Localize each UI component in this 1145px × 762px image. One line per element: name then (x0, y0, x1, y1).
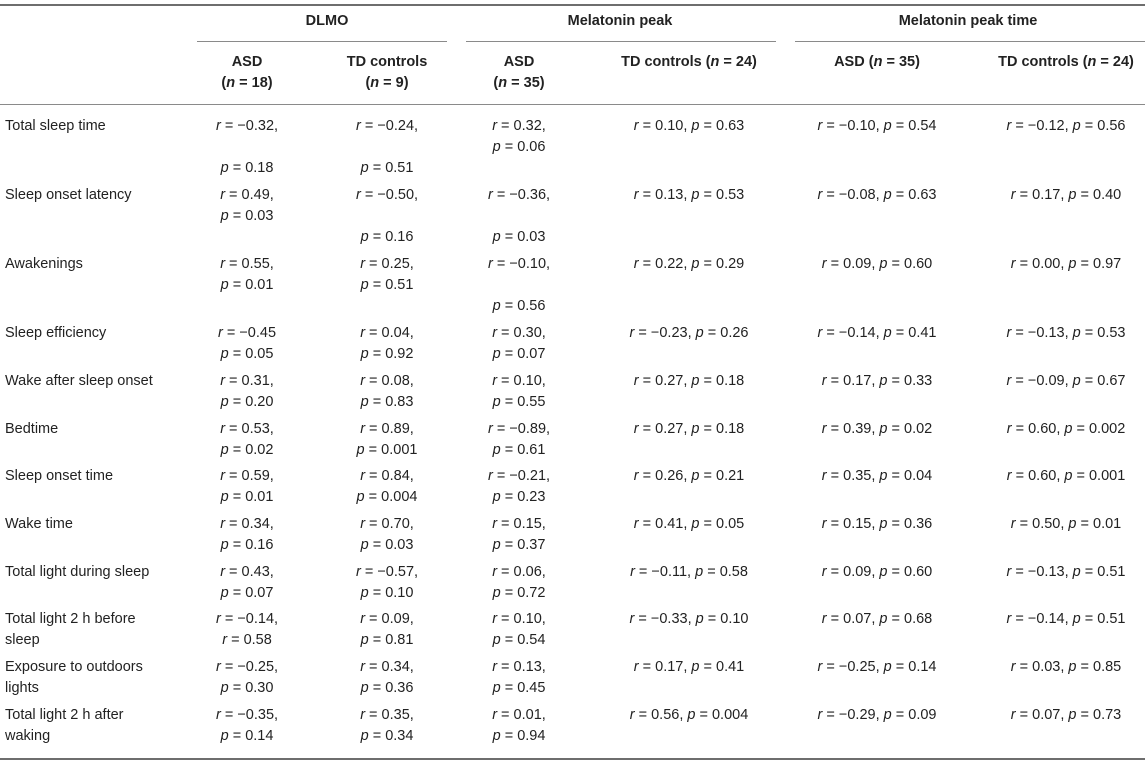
table-cell: r = −0.25, p = 0.14 (817, 659, 937, 675)
table-cell: r = −0.23, p = 0.26 (629, 325, 749, 341)
table-cell: r = −0.33, p = 0.10 (629, 611, 749, 627)
row-label: Total light 2 h before (5, 611, 136, 627)
table-cell: p = 0.07 (492, 346, 546, 362)
table-cell: r = −0.10, p = 0.54 (817, 118, 937, 134)
table-cell: r = 0.09, (360, 611, 414, 627)
subheader-td-peak: TD controls (n = 24) (621, 54, 757, 70)
table-cell: r = −0.29, p = 0.09 (817, 707, 937, 723)
subheader-td-peaktime: TD controls (n = 24) (998, 54, 1134, 70)
table-cell: r = 0.50, p = 0.01 (1010, 516, 1122, 532)
table-cell: r = 0.08, (360, 373, 414, 389)
table-cell: r = −0.35, (215, 707, 279, 723)
table-cell: r = 0.00, p = 0.97 (1010, 256, 1122, 272)
table-cell: r = 0.53, (220, 421, 274, 437)
table-cell: r = 0.17, p = 0.40 (1010, 187, 1122, 203)
row-label: lights (5, 680, 39, 696)
table-cell: p = 0.20 (220, 394, 274, 410)
table-cell: r = 0.31, (220, 373, 274, 389)
table-cell: p = 0.92 (360, 346, 414, 362)
table-cell: p = 0.34 (360, 728, 414, 744)
table-cell: p = 0.001 (356, 442, 418, 458)
table-cell: p = 0.16 (220, 537, 274, 553)
table-cell: r = 0.07, p = 0.68 (821, 611, 933, 627)
row-label: waking (5, 728, 51, 744)
bottom-rule (0, 758, 1145, 760)
table-cell: p = 0.01 (220, 277, 274, 293)
table-cell: p = 0.06 (492, 139, 546, 155)
table-cell: p = 0.83 (360, 394, 414, 410)
table-cell: p = 0.54 (492, 632, 546, 648)
table-cell: p = 0.30 (220, 680, 274, 696)
table-cell: r = −0.14, p = 0.51 (1006, 611, 1126, 627)
table-cell: p = 0.03 (492, 229, 546, 245)
table-cell: r = 0.39, p = 0.02 (821, 421, 933, 437)
table-cell: r = 0.60, p = 0.001 (1006, 468, 1126, 484)
group-header-melatonin-peak-time: Melatonin peak time (898, 13, 1038, 29)
table-cell: r = −0.09, p = 0.67 (1006, 373, 1126, 389)
table-cell: r = 0.13, p = 0.53 (633, 187, 745, 203)
table-cell: r = 0.15, p = 0.36 (821, 516, 933, 532)
row-label: Total light 2 h after (5, 707, 124, 723)
subheader-td-dlmo: TD controls (346, 54, 428, 70)
table-cell: r = 0.43, (220, 564, 274, 580)
table-cell: p = 0.10 (360, 585, 414, 601)
table-cell: r = −0.57, (355, 564, 419, 580)
table-cell: r = −0.12, p = 0.56 (1006, 118, 1126, 134)
table-cell: r = 0.35, p = 0.04 (821, 468, 933, 484)
table-cell: r = −0.13, p = 0.53 (1006, 325, 1126, 341)
table-cell: p = 0.02 (220, 442, 274, 458)
table-cell: r = 0.17, p = 0.41 (633, 659, 745, 675)
table-cell: p = 0.61 (492, 442, 546, 458)
table-cell: r = −0.50, (355, 187, 419, 203)
table-cell: r = −0.32, (215, 118, 279, 134)
table-cell: r = 0.04, (360, 325, 414, 341)
dlmo-group-rule (197, 41, 447, 42)
subheader-asd-peak: ASD (503, 54, 535, 70)
table-cell: p = 0.03 (220, 208, 274, 224)
table-cell: r = 0.07, p = 0.73 (1010, 707, 1122, 723)
table-cell: r = −0.10, (487, 256, 551, 272)
table-cell: r = 0.59, (220, 468, 274, 484)
table-cell: p = 0.14 (220, 728, 274, 744)
table-cell: r = 0.34, (220, 516, 274, 532)
row-label: Exposure to outdoors (5, 659, 143, 675)
table-cell: r = 0.10, (492, 373, 546, 389)
table-cell: r = 0.41, p = 0.05 (633, 516, 745, 532)
table-cell: p = 0.45 (492, 680, 546, 696)
table-cell: r = 0.15, (492, 516, 546, 532)
subheader-asd-peaktime: ASD (n = 35) (834, 54, 920, 70)
table-cell: r = 0.30, (492, 325, 546, 341)
table-cell: p = 0.51 (360, 160, 414, 176)
row-label: Total sleep time (5, 118, 106, 134)
row-label: Wake time (5, 516, 73, 532)
table-cell: r = 0.49, (220, 187, 274, 203)
table-cell: r = −0.13, p = 0.51 (1006, 564, 1126, 580)
table-cell: r = 0.84, (360, 468, 414, 484)
melatonin-peak-time-group-rule (795, 41, 1145, 42)
row-label: sleep (5, 632, 40, 648)
table-cell: p = 0.03 (360, 537, 414, 553)
table-cell: p = 0.07 (220, 585, 274, 601)
table-cell: r = 0.03, p = 0.85 (1010, 659, 1122, 675)
subheader-asd-dlmo: ASD (231, 54, 263, 70)
row-label: Sleep onset latency (5, 187, 132, 203)
table-cell: r = −0.14, (215, 611, 279, 627)
table-cell: r = 0.06, (492, 564, 546, 580)
subheader-td-dlmo-n: (n = 9) (365, 75, 409, 91)
table-cell: r = −0.14, p = 0.41 (817, 325, 937, 341)
table-cell: r = 0.26, p = 0.21 (633, 468, 745, 484)
table-cell: r = 0.32, (492, 118, 546, 134)
row-label: Sleep efficiency (5, 325, 107, 341)
table-cell: r = 0.27, p = 0.18 (633, 421, 745, 437)
table-cell: p = 0.37 (492, 537, 546, 553)
table-cell: r = 0.58 (222, 632, 272, 648)
table-cell: r = 0.01, (492, 707, 546, 723)
table-cell: p = 0.81 (360, 632, 414, 648)
table-cell: p = 0.01 (220, 489, 274, 505)
row-label: Wake after sleep onset (5, 373, 153, 389)
top-rule (0, 4, 1145, 6)
table-cell: r = 0.22, p = 0.29 (633, 256, 745, 272)
table-cell: p = 0.23 (492, 489, 546, 505)
table-cell: p = 0.72 (492, 585, 546, 601)
table-cell: r = −0.36, (487, 187, 551, 203)
table-cell: r = 0.60, p = 0.002 (1006, 421, 1126, 437)
table-cell: r = −0.21, (487, 468, 551, 484)
header-rule (0, 104, 1145, 105)
table-cell: p = 0.36 (360, 680, 414, 696)
subheader-asd-peak-n: (n = 35) (493, 75, 545, 91)
table-cell: r = −0.89, (487, 421, 551, 437)
table-cell: r = 0.17, p = 0.33 (821, 373, 933, 389)
table-cell: r = −0.08, p = 0.63 (817, 187, 937, 203)
table-cell: r = −0.25, (215, 659, 279, 675)
table-cell: p = 0.004 (356, 489, 418, 505)
group-header-melatonin-peak: Melatonin peak (567, 13, 673, 29)
table-cell: r = 0.35, (360, 707, 414, 723)
table-cell: r = 0.70, (360, 516, 414, 532)
table-cell: r = 0.89, (360, 421, 414, 437)
table-cell: r = 0.09, p = 0.60 (821, 256, 933, 272)
table-cell: p = 0.16 (360, 229, 414, 245)
table-cell: r = −0.24, (355, 118, 419, 134)
table-cell: r = 0.55, (220, 256, 274, 272)
row-label: Bedtime (5, 421, 59, 437)
table-cell: p = 0.51 (360, 277, 414, 293)
group-header-dlmo: DLMO (305, 13, 349, 29)
table-cell: r = 0.56, p = 0.004 (629, 707, 749, 723)
table-cell: r = 0.34, (360, 659, 414, 675)
table-cell: p = 0.94 (492, 728, 546, 744)
table-cell: r = 0.09, p = 0.60 (821, 564, 933, 580)
melatonin-peak-group-rule (466, 41, 776, 42)
table-cell: r = 0.13, (492, 659, 546, 675)
row-label: Sleep onset time (5, 468, 114, 484)
table-cell: r = 0.27, p = 0.18 (633, 373, 745, 389)
table-cell: p = 0.55 (492, 394, 546, 410)
table-cell: r = 0.10, p = 0.63 (633, 118, 745, 134)
table-cell: p = 0.18 (220, 160, 274, 176)
table-cell: r = −0.45 (217, 325, 277, 341)
table-cell: r = 0.25, (360, 256, 414, 272)
row-label: Awakenings (5, 256, 83, 272)
row-label: Total light during sleep (5, 564, 150, 580)
table-cell: r = −0.11, p = 0.58 (630, 564, 748, 580)
table-cell: r = 0.10, (492, 611, 546, 627)
table-cell: p = 0.05 (220, 346, 274, 362)
subheader-asd-dlmo-n: (n = 18) (221, 75, 273, 91)
table-cell: p = 0.56 (492, 298, 546, 314)
